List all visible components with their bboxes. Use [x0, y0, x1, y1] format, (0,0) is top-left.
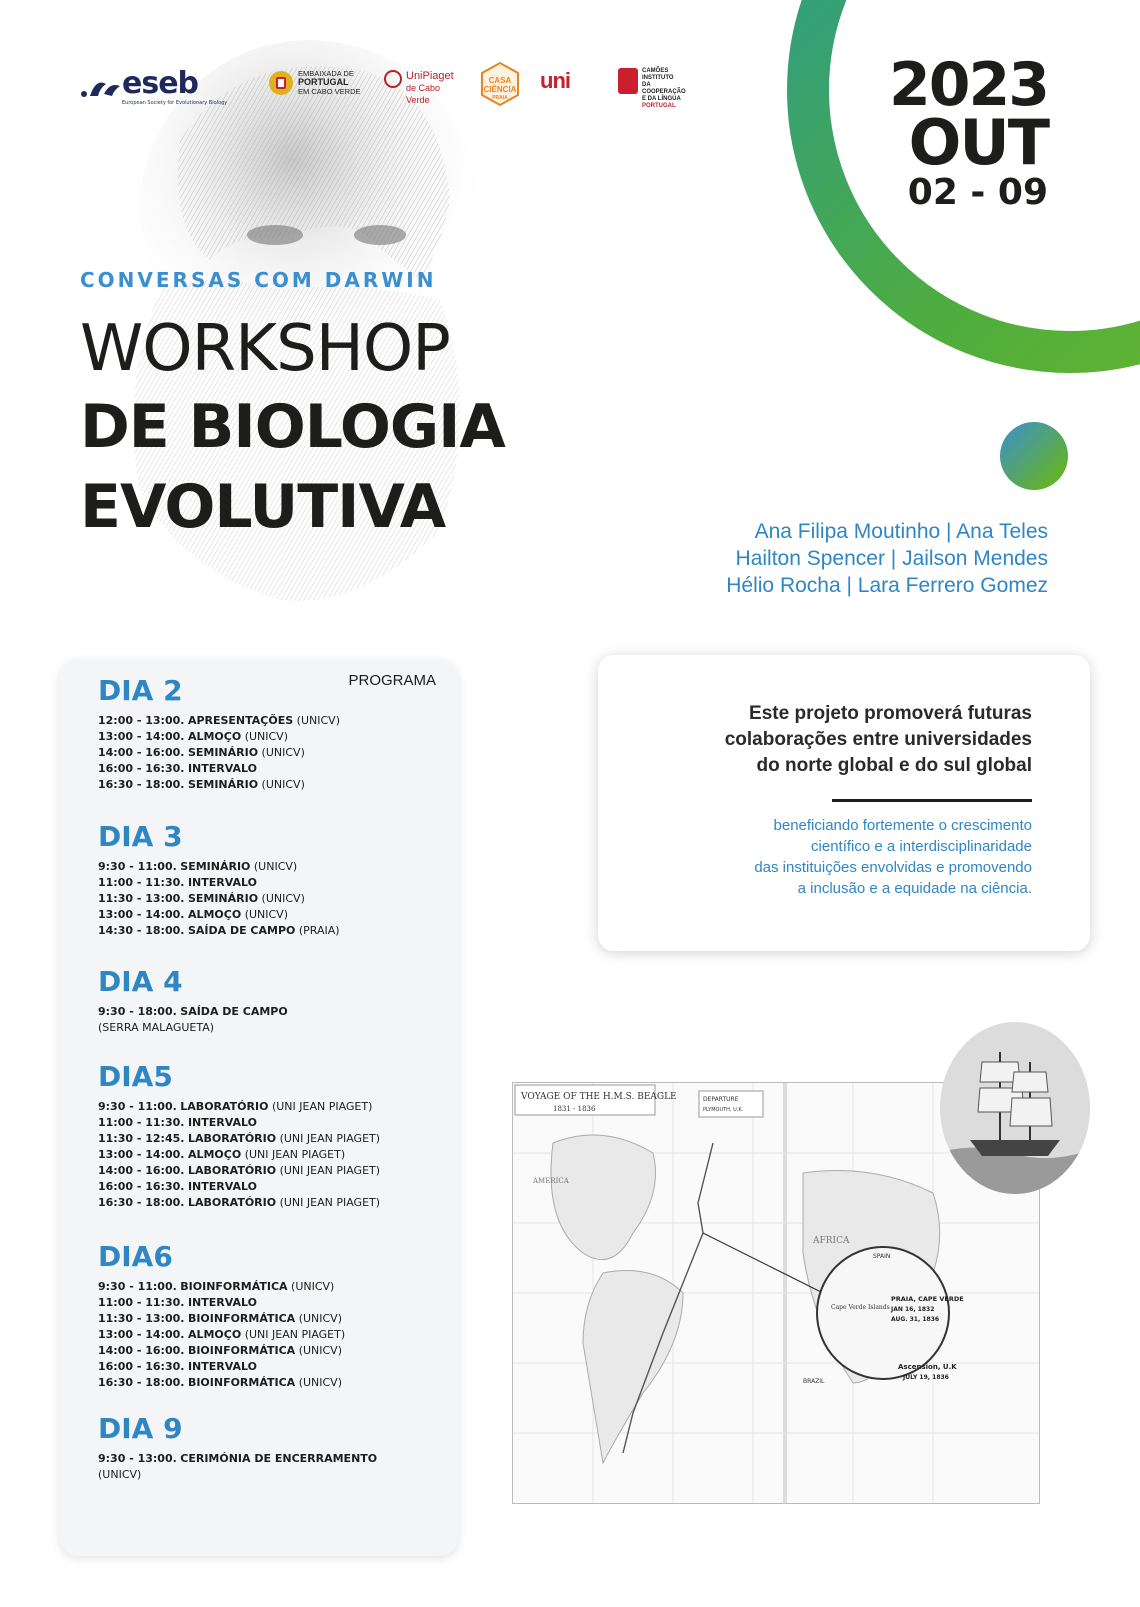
row-place: (UNICV)	[298, 1376, 342, 1389]
divider	[832, 799, 1032, 802]
unicv-logo	[540, 68, 600, 100]
schedule-row	[98, 1327, 345, 1343]
eseb-logo	[80, 64, 228, 108]
schedule-row	[98, 1163, 380, 1179]
row-place: (UNI JEAN PIAGET)	[271, 1100, 373, 1113]
row-activity: INTERVALO	[187, 1180, 257, 1193]
map-brazil: BRAZIL	[803, 1378, 825, 1385]
casa-line1: CASA	[488, 76, 512, 85]
schedule-row	[98, 1359, 345, 1375]
row-time: 11:00 - 11:30.	[98, 1116, 185, 1129]
schedule-row	[98, 1147, 380, 1163]
day-title: DIA 3	[98, 820, 183, 853]
project-main-line3: do norte global e do sul global	[756, 755, 1032, 776]
schedule-row	[98, 1375, 345, 1391]
row-place: (PRAIA)	[298, 924, 340, 937]
schedule-row	[98, 761, 340, 777]
schedule-row	[98, 1451, 377, 1467]
schedule-row	[98, 1195, 380, 1211]
day-title: DIA 9	[98, 1412, 183, 1445]
row-activity: SEMINÁRIO	[180, 860, 251, 873]
schedule-row	[98, 1311, 345, 1327]
row-activity: ALMOÇO	[187, 908, 242, 921]
schedule-row	[98, 907, 340, 923]
piaget-logo-icon	[384, 70, 402, 88]
program-label: PROGRAMA	[348, 672, 436, 689]
row-place: (UNICV)	[244, 908, 288, 921]
row-time: 9:30 - 11:00.	[98, 1280, 177, 1293]
schedule-row	[98, 1295, 345, 1311]
schedule-row	[98, 1020, 288, 1036]
row-activity: INTERVALO	[187, 1360, 257, 1373]
row-activity: CERIMÓNIA DE ENCERRAMENTO	[180, 1452, 378, 1465]
row-activity: APRESENTAÇÕES	[187, 714, 294, 727]
row-activity: BIOINFORMÁTICA	[187, 1312, 296, 1325]
schedule-row	[98, 1179, 380, 1195]
program-day	[98, 820, 340, 939]
camoes-line3: DA COOPERAÇÃO	[642, 82, 686, 95]
row-place: (UNI JEAN PIAGET)	[244, 1148, 346, 1161]
row-time: 16:00 - 16:30.	[98, 1180, 185, 1193]
organizers-line2: Hailton Spencer | Jailson Mendes	[735, 547, 1048, 570]
row-time: 13:00 - 14:00.	[98, 908, 185, 921]
schedule-row	[98, 875, 340, 891]
casa-line2: CIÊNCIA	[483, 85, 517, 94]
row-place: (UNICV)	[98, 1468, 142, 1481]
map-ascension: Ascension, U.K	[898, 1363, 957, 1371]
embassy-line2: PORTUGAL	[298, 77, 349, 87]
row-time: 9:30 - 13:00.	[98, 1452, 177, 1465]
program-day	[98, 1060, 380, 1211]
day-title: DIA 4	[98, 965, 183, 998]
date-year: 2023	[889, 50, 1048, 120]
row-activity: INTERVALO	[187, 762, 257, 775]
schedule-row	[98, 859, 340, 875]
row-place: (UNI JEAN PIAGET)	[279, 1196, 381, 1209]
row-place: (SERRA MALAGUETA)	[98, 1021, 215, 1034]
project-main-line2: colaborações entre universidades	[724, 729, 1032, 750]
row-time: 14:00 - 16:00.	[98, 746, 185, 759]
casa-line3: PRAIA	[492, 95, 508, 101]
row-place: (UNI JEAN PIAGET)	[279, 1132, 381, 1145]
row-time: 16:30 - 18:00.	[98, 1376, 185, 1389]
map-praia: PRAIA, CAPE VERDE	[891, 1295, 964, 1303]
map-spain: SPAIN	[873, 1253, 891, 1260]
program-day	[98, 1412, 377, 1483]
row-activity: INTERVALO	[187, 1296, 257, 1309]
camoes-line5: PORTUGAL	[642, 103, 676, 109]
project-sub-line3: das instituições envolvidas e promovendo	[754, 859, 1032, 876]
row-time: 9:30 - 18:00.	[98, 1005, 177, 1018]
row-time: 11:30 - 13:00.	[98, 892, 185, 905]
row-activity: ALMOÇO	[187, 1148, 242, 1161]
project-sub-line4: a inclusão e a equidade na ciência.	[797, 880, 1032, 897]
embassy-crest-icon	[268, 70, 294, 96]
row-time: 13:00 - 14:00.	[98, 730, 185, 743]
map-cape-verde: Cape Verde Islands	[831, 1304, 890, 1311]
day-title: DIA5	[98, 1060, 173, 1093]
schedule-row	[98, 713, 340, 729]
row-place: (UNI JEAN PIAGET)	[279, 1164, 381, 1177]
event-date	[889, 50, 1048, 214]
row-place: (UNICV)	[298, 1344, 342, 1357]
row-place: (UNICV)	[298, 1312, 342, 1325]
project-benefits	[754, 815, 1032, 899]
row-time: 9:30 - 11:00.	[98, 1100, 177, 1113]
row-activity: SEMINÁRIO	[187, 746, 259, 759]
map-ascension-date: JULY 19, 1836	[903, 1374, 949, 1381]
project-sub-line2: científico e a interdisciplinaridade	[811, 838, 1032, 855]
row-activity: INTERVALO	[187, 876, 257, 889]
title-line1: WORKSHOP	[80, 312, 450, 386]
map-plymouth: PLYMOUTH, U.K.	[703, 1107, 744, 1113]
project-card	[598, 655, 1090, 951]
program-day	[98, 965, 288, 1036]
ship-illustration	[940, 1022, 1090, 1194]
schedule-row	[98, 1131, 380, 1147]
eseb-subtitle: European Society for Evolutionary Biology	[122, 100, 228, 106]
program-day	[98, 674, 340, 793]
row-activity: SEMINÁRIO	[187, 892, 259, 905]
row-time: 11:00 - 11:30.	[98, 1296, 185, 1309]
row-time: 16:00 - 16:30.	[98, 1360, 185, 1373]
row-activity: LABORATÓRIO	[180, 1100, 269, 1113]
gradient-dot	[1000, 422, 1068, 490]
camoes-line1: CAMÕES	[642, 68, 669, 74]
row-activity: BIOINFORMÁTICA	[180, 1280, 288, 1293]
map-america: AMERICA	[533, 1177, 569, 1185]
piaget-logo	[384, 68, 464, 105]
schedule-row	[98, 1279, 345, 1295]
camoes-logo	[618, 68, 686, 109]
title-line2: DE BIOLOGIA	[80, 392, 505, 462]
schedule-row	[98, 729, 340, 745]
title-kicker: CONVERSAS COM DARWIN	[80, 268, 437, 292]
row-time: 9:30 - 11:00.	[98, 860, 177, 873]
embassy-logo	[268, 68, 368, 100]
row-place: (UNICV)	[244, 730, 288, 743]
row-time: 11:30 - 12:45.	[98, 1132, 185, 1145]
map-departure: DEPARTURE	[703, 1096, 739, 1103]
program-day	[98, 1240, 345, 1391]
row-activity: LABORATÓRIO	[187, 1196, 277, 1209]
map-praia-dates2: AUG. 31, 1836	[891, 1316, 940, 1323]
schedule-row	[98, 891, 340, 907]
camoes-logo-icon	[618, 68, 638, 94]
row-activity: SAÍDA DE CAMPO	[180, 1005, 288, 1018]
map-years: 1831 - 1836	[553, 1105, 596, 1113]
row-place: (UNICV)	[261, 778, 305, 791]
row-time: 14:00 - 16:00.	[98, 1344, 185, 1357]
schedule-row	[98, 1004, 288, 1020]
organizers	[726, 518, 1048, 599]
schedule-row	[98, 745, 340, 761]
schedule-row	[98, 777, 340, 793]
row-place: (UNICV)	[291, 1280, 335, 1293]
row-activity: BIOINFORMÁTICA	[187, 1376, 296, 1389]
schedule-row	[98, 1099, 380, 1115]
row-place: (UNICV)	[261, 892, 305, 905]
map-title: VOYAGE OF THE H.M.S. BEAGLE	[521, 1092, 677, 1102]
camoes-line2: INSTITUTO	[642, 75, 674, 81]
row-activity: BIOINFORMÁTICA	[187, 1344, 296, 1357]
row-activity: INTERVALO	[187, 1116, 257, 1129]
row-activity: SEMINÁRIO	[187, 778, 259, 791]
map-africa: AFRICA	[813, 1236, 850, 1246]
embassy-line1: EMBAIXADA DE	[298, 69, 354, 78]
row-activity: LABORATÓRIO	[187, 1132, 277, 1145]
row-time: 12:00 - 13:00.	[98, 714, 185, 727]
row-activity: LABORATÓRIO	[187, 1164, 277, 1177]
title-line3: EVOLUTIVA	[80, 472, 446, 542]
eseb-wordmark: eseb	[122, 66, 199, 101]
row-time: 13:00 - 14:00.	[98, 1328, 185, 1341]
schedule-row	[98, 1343, 345, 1359]
row-time: 14:00 - 16:00.	[98, 1164, 185, 1177]
row-place: (UNICV)	[296, 714, 340, 727]
schedule-row	[98, 923, 340, 939]
row-activity: ALMOÇO	[187, 1328, 242, 1341]
row-time: 13:00 - 14:00.	[98, 1148, 185, 1161]
row-activity: ALMOÇO	[187, 730, 242, 743]
piaget-line1: UniPiaget	[406, 70, 454, 82]
project-main-line1: Este projeto promoverá futuras	[749, 703, 1032, 724]
date-month: OUT	[908, 106, 1048, 179]
row-place: (UNICV)	[261, 746, 305, 759]
map-praia-dates1: JAN 16, 1832	[891, 1306, 935, 1313]
row-time: 16:30 - 18:00.	[98, 1196, 185, 1209]
row-time: 11:30 - 13:00.	[98, 1312, 185, 1325]
project-sub-line1: beneficiando fortemente o crescimento	[773, 817, 1032, 834]
date-days: 02 - 09	[907, 172, 1048, 213]
row-place: (UNICV)	[253, 860, 298, 873]
row-activity: SAÍDA DE CAMPO	[187, 924, 296, 937]
schedule-row	[98, 1467, 377, 1483]
day-title: DIA 2	[98, 674, 183, 707]
row-time: 11:00 - 11:30.	[98, 876, 185, 889]
row-time: 16:30 - 18:00.	[98, 778, 185, 791]
embassy-line3: EM CABO VERDE	[298, 87, 361, 96]
row-place: (UNI JEAN PIAGET)	[244, 1328, 346, 1341]
organizers-line1: Ana Filipa Moutinho | Ana Teles	[754, 520, 1048, 543]
day-title: DIA6	[98, 1240, 173, 1273]
casa-ciencia-logo	[480, 62, 520, 106]
piaget-line2: de Cabo Verde	[406, 83, 441, 105]
row-time: 14:30 - 18:00.	[98, 924, 185, 937]
program-card	[60, 660, 458, 1556]
unicv-wordmark: uni	[540, 68, 570, 93]
eseb-logo-icon	[80, 74, 120, 100]
row-time: 16:00 - 16:30.	[98, 762, 185, 775]
camoes-line4: E DA LÍNGUA	[642, 96, 681, 102]
schedule-row	[98, 1115, 380, 1131]
project-statement	[725, 701, 1032, 779]
organizers-line3: Hélio Rocha | Lara Ferrero Gomez	[726, 574, 1048, 597]
